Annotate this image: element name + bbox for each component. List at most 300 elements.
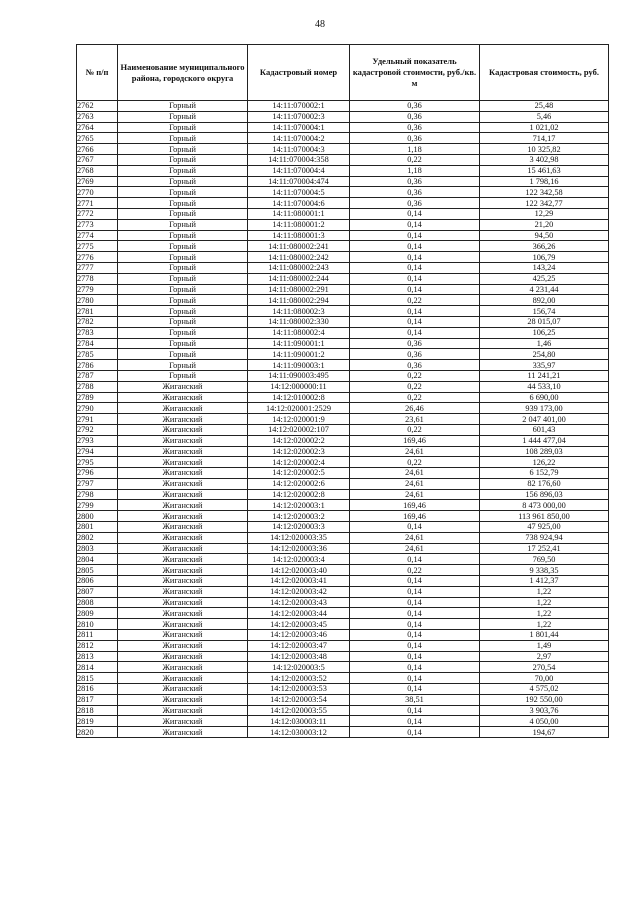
cell-cadastral-number: 14:11:080002:291 [248,284,350,295]
cell-row-number: 2787 [77,370,118,381]
cell-cadastral-value: 3 402,98 [480,154,609,165]
cell-cadastral-value: 2 047 401,00 [480,414,609,425]
cell-row-number: 2769 [77,176,118,187]
cell-municipality: Горный [118,219,248,230]
cell-municipality: Жиганский [118,684,248,695]
cell-specific-value: 0,14 [350,586,480,597]
cell-row-number: 2779 [77,284,118,295]
cell-specific-value: 0,36 [350,360,480,371]
cell-cadastral-number: 14:12:020002:3 [248,446,350,457]
cell-cadastral-value: 4 050,00 [480,716,609,727]
cell-row-number: 2786 [77,360,118,371]
table-row [77,446,609,457]
cell-municipality: Горный [118,198,248,209]
cell-cadastral-value: 25,48 [480,101,609,112]
cell-row-number: 2802 [77,532,118,543]
page-number: 48 [315,19,325,30]
cell-municipality: Горный [118,241,248,252]
cell-cadastral-number: 14:12:020003:41 [248,576,350,587]
cell-cadastral-number: 14:12:020002:8 [248,489,350,500]
table-row [77,360,609,371]
cell-municipality: Горный [118,101,248,112]
cell-specific-value: 0,14 [350,619,480,630]
table-row [77,478,609,489]
cell-row-number: 2791 [77,414,118,425]
table-row [77,435,609,446]
cell-cadastral-value: 113 961 850,00 [480,511,609,522]
cell-cadastral-value: 44 533,10 [480,381,609,392]
cell-cadastral-number: 14:12:020003:46 [248,630,350,641]
cell-specific-value: 0,14 [350,684,480,695]
cell-cadastral-value: 10 325,82 [480,144,609,155]
cell-specific-value: 0,14 [350,230,480,241]
table-row [77,716,609,727]
cell-cadastral-number: 14:11:080001:2 [248,219,350,230]
cell-cadastral-number: 14:12:020003:35 [248,532,350,543]
cell-specific-value: 0,22 [350,424,480,435]
table-row [77,338,609,349]
cell-specific-value: 0,22 [350,370,480,381]
cell-cadastral-number: 14:12:020003:5 [248,662,350,673]
cell-row-number: 2773 [77,219,118,230]
cell-cadastral-value: 1 801,44 [480,630,609,641]
cell-municipality: Жиганский [118,694,248,705]
table-row [77,198,609,209]
cell-cadastral-value: 939 173,00 [480,403,609,414]
cell-row-number: 2793 [77,435,118,446]
cell-specific-value: 0,22 [350,392,480,403]
cell-row-number: 2792 [77,424,118,435]
cell-specific-value: 0,14 [350,576,480,587]
cell-municipality: Жиганский [118,554,248,565]
cell-row-number: 2810 [77,619,118,630]
cell-row-number: 2805 [77,565,118,576]
cell-cadastral-value: 892,00 [480,295,609,306]
table-row [77,122,609,133]
cell-cadastral-value: 1 021,02 [480,122,609,133]
table-row [77,554,609,565]
cell-cadastral-number: 14:11:070004:6 [248,198,350,209]
cell-cadastral-value: 254,80 [480,349,609,360]
cell-cadastral-number: 14:11:090001:1 [248,338,350,349]
cell-row-number: 2788 [77,381,118,392]
cell-row-number: 2818 [77,705,118,716]
table-row [77,424,609,435]
cell-specific-value: 0,36 [350,122,480,133]
cell-municipality: Горный [118,154,248,165]
cell-specific-value: 0,14 [350,597,480,608]
cell-cadastral-value: 12,29 [480,208,609,219]
header-num: № п/п [77,45,118,101]
cell-row-number: 2811 [77,630,118,641]
cell-row-number: 2778 [77,273,118,284]
cell-municipality: Жиганский [118,662,248,673]
cell-cadastral-value: 366,26 [480,241,609,252]
cell-cadastral-value: 21,20 [480,219,609,230]
cell-municipality: Жиганский [118,673,248,684]
cell-specific-value: 0,14 [350,219,480,230]
cell-row-number: 2770 [77,187,118,198]
table-row [77,187,609,198]
cell-cadastral-number: 14:11:080002:243 [248,262,350,273]
cell-cadastral-value: 82 176,60 [480,478,609,489]
cell-municipality: Горный [118,252,248,263]
cell-specific-value: 0,14 [350,554,480,565]
cell-cadastral-number: 14:11:070002:3 [248,111,350,122]
cell-specific-value: 0,14 [350,727,480,738]
cell-cadastral-value: 156,74 [480,306,609,317]
cell-specific-value: 0,36 [350,133,480,144]
cell-row-number: 2784 [77,338,118,349]
cell-row-number: 2800 [77,511,118,522]
table-row [77,306,609,317]
cell-specific-value: 23,61 [350,414,480,425]
cell-cadastral-value: 156 896,03 [480,489,609,500]
cell-cadastral-value: 738 924,94 [480,532,609,543]
cell-cadastral-number: 14:11:090003:495 [248,370,350,381]
cell-row-number: 2820 [77,727,118,738]
cell-specific-value: 0,22 [350,381,480,392]
table-row [77,262,609,273]
cell-municipality: Горный [118,284,248,295]
cell-cadastral-value: 6 690,00 [480,392,609,403]
cell-municipality: Горный [118,176,248,187]
cell-municipality: Горный [118,327,248,338]
cell-cadastral-number: 14:12:020003:4 [248,554,350,565]
cell-municipality: Горный [118,208,248,219]
cell-municipality: Жиганский [118,489,248,500]
cell-specific-value: 0,14 [350,522,480,533]
cell-row-number: 2797 [77,478,118,489]
cell-cadastral-value: 714,17 [480,133,609,144]
table-row [77,727,609,738]
table-row [77,284,609,295]
table-row [77,327,609,338]
cell-cadastral-number: 14:12:030003:11 [248,716,350,727]
header-cadastral-number: Кадастровый номер [248,45,350,101]
cell-cadastral-number: 14:12:020002:107 [248,424,350,435]
cell-cadastral-value: 106,25 [480,327,609,338]
cell-cadastral-number: 14:12:020003:2 [248,511,350,522]
cell-row-number: 2762 [77,101,118,112]
cell-municipality: Жиганский [118,414,248,425]
cell-cadastral-value: 4 231,44 [480,284,609,295]
cell-cadastral-value: 106,79 [480,252,609,263]
cell-cadastral-number: 14:12:020002:6 [248,478,350,489]
table-header [77,45,609,101]
table-row [77,651,609,662]
cell-cadastral-value: 122 342,77 [480,198,609,209]
table-row [77,241,609,252]
table-row [77,101,609,112]
cell-municipality: Жиганский [118,511,248,522]
table-row [77,489,609,500]
table-row [77,111,609,122]
cell-cadastral-value: 1,22 [480,619,609,630]
cell-cadastral-number: 14:12:020003:55 [248,705,350,716]
cell-specific-value: 0,14 [350,252,480,263]
cell-municipality: Горный [118,144,248,155]
cell-row-number: 2776 [77,252,118,263]
cell-cadastral-number: 14:12:020001:9 [248,414,350,425]
cell-cadastral-value: 6 152,79 [480,468,609,479]
cell-cadastral-number: 14:12:020003:42 [248,586,350,597]
cell-row-number: 2785 [77,349,118,360]
cell-cadastral-number: 14:12:000000:11 [248,381,350,392]
cell-row-number: 2799 [77,500,118,511]
cell-specific-value: 0,14 [350,327,480,338]
cell-row-number: 2795 [77,457,118,468]
cell-row-number: 2814 [77,662,118,673]
cell-municipality: Жиганский [118,457,248,468]
table-row [77,705,609,716]
cell-cadastral-number: 14:11:080002:3 [248,306,350,317]
cell-specific-value: 0,22 [350,457,480,468]
cell-cadastral-number: 14:12:020003:45 [248,619,350,630]
cell-row-number: 2780 [77,295,118,306]
cell-specific-value: 0,36 [350,349,480,360]
cell-municipality: Горный [118,338,248,349]
cell-cadastral-number: 14:12:020003:54 [248,694,350,705]
cell-municipality: Жиганский [118,522,248,533]
cell-cadastral-value: 1,22 [480,597,609,608]
table-row [77,576,609,587]
cell-row-number: 2790 [77,403,118,414]
cell-cadastral-number: 14:11:080002:330 [248,316,350,327]
table-row [77,176,609,187]
cell-cadastral-number: 14:11:070004:474 [248,176,350,187]
cell-specific-value: 0,36 [350,111,480,122]
header-row [77,45,609,101]
cell-municipality: Жиганский [118,392,248,403]
cell-specific-value: 0,14 [350,662,480,673]
cell-row-number: 2771 [77,198,118,209]
cell-municipality: Жиганский [118,478,248,489]
cell-cadastral-number: 14:11:070004:1 [248,122,350,133]
cell-cadastral-value: 8 473 000,00 [480,500,609,511]
table-row [77,511,609,522]
table-row [77,252,609,263]
cell-specific-value: 0,14 [350,630,480,641]
header-cadastral-value: Кадастровая стоимость, руб. [480,45,609,101]
cell-row-number: 2809 [77,608,118,619]
cell-cadastral-value: 425,25 [480,273,609,284]
cell-cadastral-number: 14:12:020003:53 [248,684,350,695]
cell-row-number: 2819 [77,716,118,727]
cell-row-number: 2767 [77,154,118,165]
cell-specific-value: 0,22 [350,154,480,165]
cell-cadastral-number: 14:12:020003:52 [248,673,350,684]
cell-cadastral-value: 270,54 [480,662,609,673]
cell-row-number: 2798 [77,489,118,500]
table-row [77,673,609,684]
header-municipality: Наименование муниципального района, городского округа [118,45,248,101]
cell-cadastral-value: 5,46 [480,111,609,122]
cell-cadastral-value: 192 550,00 [480,694,609,705]
cell-specific-value: 0,14 [350,241,480,252]
table-row [77,273,609,284]
cell-municipality: Горный [118,295,248,306]
cell-cadastral-number: 14:12:020002:5 [248,468,350,479]
cell-municipality: Жиганский [118,576,248,587]
cell-municipality: Жиганский [118,619,248,630]
cell-municipality: Жиганский [118,608,248,619]
cell-specific-value: 169,46 [350,500,480,511]
cell-row-number: 2812 [77,640,118,651]
cell-specific-value: 38,51 [350,694,480,705]
cell-cadastral-number: 14:12:020002:4 [248,457,350,468]
cell-row-number: 2772 [77,208,118,219]
cell-municipality: Жиганский [118,640,248,651]
cell-cadastral-number: 14:12:030003:12 [248,727,350,738]
cell-cadastral-value: 1,22 [480,586,609,597]
cell-municipality: Горный [118,230,248,241]
table-row [77,230,609,241]
table-row [77,640,609,651]
table-row [77,532,609,543]
cell-specific-value: 0,14 [350,262,480,273]
table-row [77,565,609,576]
cell-cadastral-number: 14:11:070002:1 [248,101,350,112]
cell-municipality: Горный [118,187,248,198]
cell-cadastral-number: 14:11:070004:358 [248,154,350,165]
cell-row-number: 2766 [77,144,118,155]
cell-row-number: 2763 [77,111,118,122]
cell-municipality: Жиганский [118,597,248,608]
table-row [77,165,609,176]
cell-cadastral-number: 14:11:070004:3 [248,144,350,155]
cell-row-number: 2813 [77,651,118,662]
cell-cadastral-value: 1 444 477,04 [480,435,609,446]
cell-specific-value: 0,14 [350,284,480,295]
cell-row-number: 2803 [77,543,118,554]
cell-cadastral-value: 1 412,37 [480,576,609,587]
cell-municipality: Жиганский [118,532,248,543]
cell-row-number: 2804 [77,554,118,565]
cell-row-number: 2783 [77,327,118,338]
cell-specific-value: 0,14 [350,673,480,684]
cell-municipality: Горный [118,306,248,317]
cell-cadastral-number: 14:12:020003:1 [248,500,350,511]
cell-cadastral-number: 14:11:080001:3 [248,230,350,241]
cell-row-number: 2789 [77,392,118,403]
table-row [77,154,609,165]
cell-specific-value: 1,18 [350,144,480,155]
table-row [77,543,609,554]
cell-cadastral-number: 14:11:070004:4 [248,165,350,176]
cell-row-number: 2794 [77,446,118,457]
table-row [77,468,609,479]
cell-municipality: Жиганский [118,435,248,446]
cell-cadastral-value: 1,46 [480,338,609,349]
table-row [77,586,609,597]
cell-cadastral-value: 126,22 [480,457,609,468]
cell-cadastral-value: 17 252,41 [480,543,609,554]
cell-row-number: 2815 [77,673,118,684]
table-row [77,349,609,360]
cell-specific-value: 0,22 [350,295,480,306]
table-row [77,370,609,381]
cell-cadastral-value: 4 575,02 [480,684,609,695]
cell-municipality: Горный [118,316,248,327]
cell-specific-value: 0,14 [350,208,480,219]
cell-cadastral-number: 14:12:020003:48 [248,651,350,662]
table-row [77,608,609,619]
cell-municipality: Жиганский [118,446,248,457]
cell-specific-value: 24,61 [350,446,480,457]
table-row [77,144,609,155]
cell-row-number: 2816 [77,684,118,695]
cell-row-number: 2801 [77,522,118,533]
cell-cadastral-value: 2,97 [480,651,609,662]
cell-specific-value: 0,14 [350,608,480,619]
cell-row-number: 2782 [77,316,118,327]
cell-cadastral-value: 11 241,21 [480,370,609,381]
cell-cadastral-value: 194,67 [480,727,609,738]
cell-specific-value: 0,36 [350,176,480,187]
cell-cadastral-number: 14:11:080002:294 [248,295,350,306]
cell-cadastral-number: 14:11:080002:244 [248,273,350,284]
cell-specific-value: 0,14 [350,640,480,651]
cell-cadastral-value: 769,50 [480,554,609,565]
cell-municipality: Жиганский [118,381,248,392]
cell-specific-value: 0,14 [350,316,480,327]
cell-municipality: Горный [118,133,248,144]
cell-specific-value: 0,36 [350,101,480,112]
table-row [77,381,609,392]
cell-specific-value: 0,14 [350,273,480,284]
cell-cadastral-number: 14:12:020003:43 [248,597,350,608]
cell-specific-value: 0,14 [350,716,480,727]
cell-specific-value: 0,14 [350,306,480,317]
cell-row-number: 2817 [77,694,118,705]
cell-municipality: Жиганский [118,716,248,727]
cell-specific-value: 1,18 [350,165,480,176]
header-specific-value: Удельный показатель кадастровой стоимости, руб./кв. м [350,45,480,101]
table-row [77,392,609,403]
cell-row-number: 2765 [77,133,118,144]
table-row [77,619,609,630]
cell-row-number: 2806 [77,576,118,587]
cell-specific-value: 169,46 [350,511,480,522]
cell-row-number: 2768 [77,165,118,176]
cell-cadastral-number: 14:11:090001:2 [248,349,350,360]
cell-municipality: Горный [118,122,248,133]
cell-cadastral-value: 47 925,00 [480,522,609,533]
cell-municipality: Жиганский [118,403,248,414]
cell-municipality: Жиганский [118,500,248,511]
table-row [77,662,609,673]
cell-cadastral-number: 14:12:020001:2529 [248,403,350,414]
cell-specific-value: 169,46 [350,435,480,446]
cell-municipality: Горный [118,262,248,273]
cell-cadastral-number: 14:11:080002:242 [248,252,350,263]
table-row [77,630,609,641]
cell-municipality: Горный [118,273,248,284]
cell-municipality: Горный [118,165,248,176]
cell-cadastral-number: 14:11:070004:2 [248,133,350,144]
table-row [77,522,609,533]
cell-municipality: Горный [118,111,248,122]
table-row [77,295,609,306]
cell-specific-value: 24,61 [350,489,480,500]
cell-cadastral-number: 14:12:020003:47 [248,640,350,651]
cell-specific-value: 0,14 [350,705,480,716]
cell-specific-value: 24,61 [350,532,480,543]
table-row [77,414,609,425]
cell-row-number: 2796 [77,468,118,479]
cell-cadastral-value: 3 903,76 [480,705,609,716]
